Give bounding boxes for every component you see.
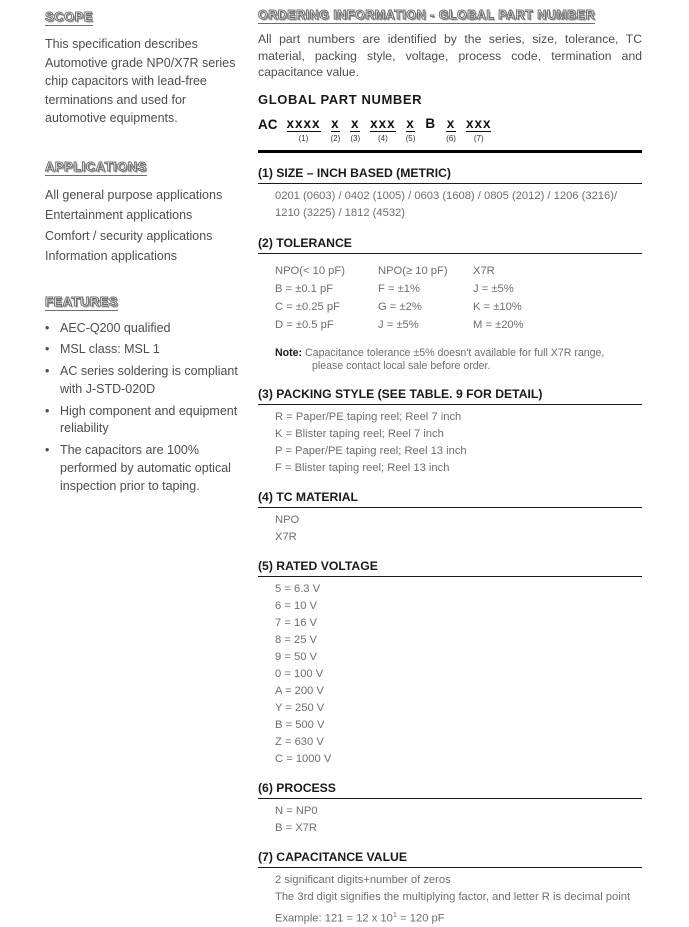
applications-section [45, 158, 245, 267]
tolerance-column-header: X7R [473, 264, 495, 277]
rated-voltage-option: 0 = 100 V [275, 667, 324, 680]
packing-style-section-body [258, 409, 642, 477]
capacitance-example: Example: 121 = 12 x $10^1 = 120$ pF [275, 909, 445, 925]
packing-style-section [258, 387, 642, 477]
capacitance-rule: The 3rd digit signifies the multiplying factor, and letter R is decimal point [275, 890, 631, 903]
tolerance-value: D = ±0.5 pF [275, 318, 334, 331]
part-number-segment: x (6) [446, 115, 456, 143]
feature-item: • High component and equipment reliability [45, 403, 238, 436]
process-section-title: (6) PROCESS [258, 781, 642, 799]
tolerance-section-title: (2) TOLERANCE [258, 236, 642, 254]
scope-body: This specification describes Automotive grade NP0/X7R series chip capacitors with lead-free terminations and used for automotive equipments. [45, 37, 236, 125]
ordering-information-title: ORDERING INFORMATION - GLOBAL PART NUMBER [258, 8, 596, 22]
exponent: 1 [392, 909, 398, 919]
packing-style-option: F = Blister taping reel; Reel 13 inch [275, 461, 450, 474]
tolerance-value: M = ±20% [473, 318, 524, 331]
part-number-schematic [258, 117, 642, 143]
tolerance-table [275, 262, 642, 334]
packing-style-option: K = Blister taping reel; Reel 7 inch [275, 427, 444, 440]
rated-voltage-section-title: (5) RATED VOLTAGE [258, 559, 642, 577]
size-section-title: (1) SIZE – INCH BASED (METRIC) [258, 166, 642, 184]
process-option: N = NP0 [275, 804, 318, 817]
tolerance-column-npo-ge10 [378, 262, 473, 334]
tolerance-value: F = ±1% [378, 282, 420, 295]
tolerance-value: G = ±2% [378, 300, 422, 313]
features-title: FEATURES [45, 293, 119, 309]
rated-voltage-option: 7 = 16 V [275, 616, 317, 629]
part-number-segment: xxx (4) [370, 115, 396, 143]
tolerance-column-header: NPO(≥ 10 pF) [378, 264, 448, 277]
size-section-body [258, 188, 642, 223]
bullet-icon: • [45, 403, 50, 418]
tolerance-column-x7r [473, 262, 583, 334]
rated-voltage-section [258, 559, 642, 768]
ordering-intro: All part numbers are identified by the series, size, tolerance, TC material, packing style, voltage, process code, termination and capacitance value. [258, 32, 642, 80]
packing-style-option: P = Paper/PE taping reel; Reel 13 inch [275, 444, 467, 457]
feature-item: • The capacitors are 100% performed by automatic optical inspection prior to taping. [45, 443, 231, 493]
tolerance-note [258, 347, 642, 374]
packing-style-option: R = Paper/PE taping reel; Reel 7 inch [275, 410, 462, 423]
tc-material-section [258, 490, 642, 546]
part-number-segment: xxxx (1) [286, 115, 321, 143]
rated-voltage-option: 5 = 6.3 V [275, 582, 321, 595]
part-number-segment: x (3) [350, 115, 361, 143]
tolerance-value: C = ±0.25 pF [275, 300, 340, 313]
scope-title: SCOPE [45, 9, 94, 24]
application-item: Information applications [45, 249, 178, 263]
process-section [258, 781, 642, 837]
rated-voltage-section-body [258, 581, 642, 768]
part-number-prefix: AC [258, 116, 278, 132]
note-text: Capacitance tolerance ±5% doesn't available for full X7R range, [305, 346, 605, 359]
bullet-icon: • [45, 342, 50, 357]
tolerance-column-npo-lt10 [275, 262, 378, 334]
note-text: please contact local sale before order. [312, 359, 491, 372]
capacitance-rule: 2 significant digits+number of zeros [275, 873, 451, 886]
features-list [45, 320, 245, 496]
divider [258, 150, 642, 153]
part-number-segment: B [425, 115, 437, 131]
rated-voltage-option: 8 = 25 V [275, 633, 317, 646]
packing-style-section-title: (3) PACKING STYLE (SEE TABLE. 9 FOR DETAIL) [258, 387, 642, 405]
part-number-segment: x (5) [405, 115, 416, 143]
tc-material-section-body [258, 512, 642, 546]
features-section [45, 293, 245, 496]
application-item: Entertainment applications [45, 208, 193, 222]
bullet-icon: • [45, 320, 50, 335]
feature-item: • AEC-Q200 qualified [45, 320, 245, 338]
capacitance-value-section-title: (7) CAPACITANCE VALUE [258, 850, 642, 868]
application-item: Comfort / security applications [45, 228, 213, 243]
rated-voltage-option: B = 500 V [275, 718, 325, 731]
tolerance-section-body [258, 262, 642, 334]
tolerance-value: B = ±0.1 pF [275, 282, 334, 295]
left-column [45, 8, 245, 499]
tolerance-column-header: NPO(< 10 pF) [275, 264, 345, 277]
tc-material-section-title: (4) TC MATERIAL [258, 490, 642, 508]
rated-voltage-option: Y = 250 V [275, 701, 325, 714]
bullet-icon: • [45, 364, 50, 378]
rated-voltage-option: 6 = 10 V [275, 599, 317, 612]
global-part-number-title: GLOBAL PART NUMBER [258, 91, 423, 107]
capacitance-value-section [258, 850, 642, 927]
applications-title: APPLICATIONS [45, 158, 147, 174]
feature-item: • MSL class: MSL 1 [45, 341, 245, 359]
process-option: B = X7R [275, 821, 317, 834]
feature-item: • AC series soldering is compliant with J-STD-020D [45, 364, 238, 396]
rated-voltage-option: C = 1000 V [275, 752, 332, 765]
application-item: All general purpose applications [45, 187, 223, 202]
bullet-icon: • [45, 443, 50, 457]
tolerance-value: J = ±5% [378, 318, 419, 331]
part-number-segment: x (2) [330, 115, 341, 143]
tolerance-value: J = ±5% [473, 282, 514, 295]
size-section [258, 166, 642, 223]
tolerance-value: K = ±10% [473, 300, 522, 313]
part-number-segment: xxx (7) [465, 115, 492, 143]
rated-voltage-option: 9 = 50 V [275, 650, 317, 663]
applications-list [45, 185, 245, 267]
size-values: 0201 (0603) / 0402 (1005) / 0603 (1608) / 0805 (2012) / 1206 (3216)/ 1210 (3225) / 1812 (4532) [275, 189, 618, 220]
rated-voltage-option: A = 200 V [275, 684, 324, 697]
tc-material-option: X7R [275, 530, 297, 543]
note-label: Note: [275, 346, 303, 359]
right-column [258, 6, 642, 927]
rated-voltage-option: Z = 630 V [275, 735, 324, 748]
scope-section [45, 8, 245, 128]
capacitance-value-section-body [258, 872, 642, 927]
process-section-body [258, 803, 642, 837]
tolerance-section [258, 236, 642, 374]
tc-material-option: NPO [275, 513, 300, 526]
